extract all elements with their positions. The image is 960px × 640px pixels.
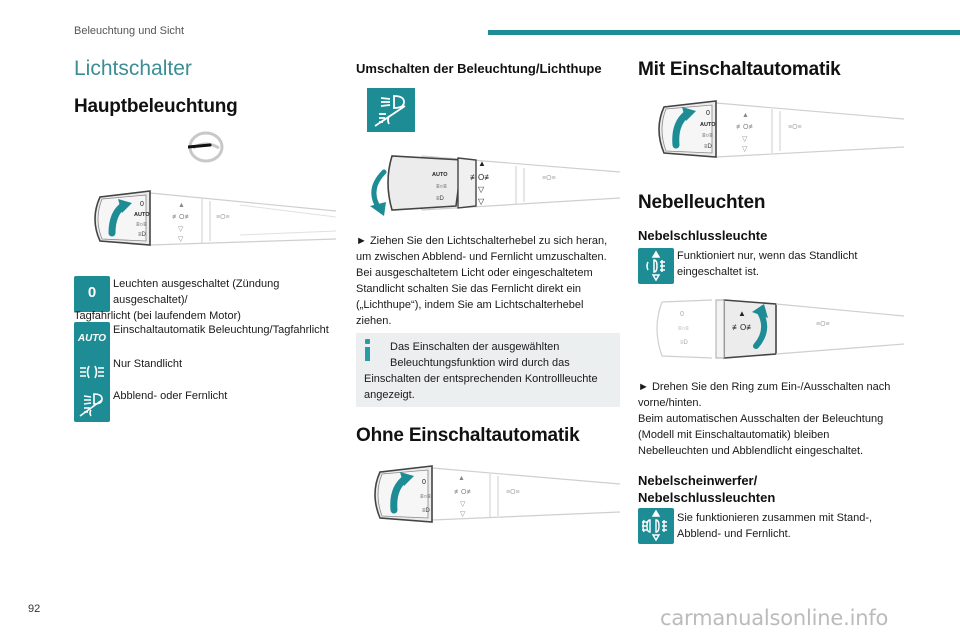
svg-text:▲: ▲ bbox=[738, 309, 746, 318]
heading-nebelscheinwerfer: Nebelscheinwerfer/ Nebelschlussleuchten bbox=[638, 473, 776, 505]
front-rear-fog-text: Sie funktionieren zusammen mit Stand-, Abblend- und Fernlicht. bbox=[677, 512, 873, 540]
icon-box-off bbox=[74, 276, 110, 312]
svg-text:≢O≢: ≢O≢ bbox=[736, 124, 756, 131]
paragraph-ring: ► Drehen Sie den Ring zum Ein-/Ausschalten nach vorne/hinten. Beim automatischen Ausschalten der Beleuchtung (Modell mit Einschaltautomatik) bleiben Nebelleuchten und Abblendlicht eingeschaltet. bbox=[638, 381, 891, 457]
light-switch-lever-illustration bbox=[90, 183, 336, 255]
icon-box-parking bbox=[74, 354, 110, 390]
page-number: 92 bbox=[28, 603, 41, 615]
svg-text:≢O≢: ≢O≢ bbox=[470, 173, 493, 182]
item-auto-text: Einschaltautomatik Beleuchtung/Tagfahrlicht bbox=[113, 324, 329, 336]
watermark: carmanualsonline.info bbox=[660, 606, 889, 630]
item-parking-text: Nur Standlicht bbox=[113, 358, 183, 370]
svg-text:≢O≢: ≢O≢ bbox=[454, 489, 474, 496]
svg-text:▽: ▽ bbox=[742, 136, 748, 143]
svg-text:▽: ▽ bbox=[460, 511, 466, 518]
heading-hauptbeleuchtung: Hauptbeleuchtung bbox=[74, 96, 238, 117]
svg-text:≡O≡: ≡O≡ bbox=[816, 321, 830, 328]
light-off-0-icon: 0 bbox=[87, 284, 97, 301]
svg-text:▲: ▲ bbox=[478, 159, 486, 168]
svg-text:AUTO: AUTO bbox=[134, 212, 150, 218]
running-header: Beleuchtung und Sicht bbox=[74, 25, 185, 37]
heading-ohne-einschaltautomatik: Ohne Einschaltautomatik bbox=[356, 425, 580, 446]
icon-box-headlight-switch bbox=[367, 88, 415, 132]
info-box: Das Einschalten der ausgewählten Beleuchtungsfunktion wird durch das Einschalten der entsprechenden Kontrollleuchte angezeigt. bbox=[356, 333, 620, 407]
svg-text:≡D: ≡D bbox=[422, 508, 430, 514]
svg-text:≢O≢: ≢O≢ bbox=[732, 323, 755, 332]
info-icon bbox=[362, 339, 374, 361]
headlight-switch-icon bbox=[367, 88, 415, 132]
svg-text:≡O≡: ≡O≡ bbox=[216, 214, 230, 221]
svg-text:≢O≢: ≢O≢ bbox=[172, 214, 192, 221]
svg-text:≡O≡: ≡O≡ bbox=[788, 124, 802, 131]
rear-fog-text: Funktioniert nur, wenn das Standlicht eingeschaltet ist. bbox=[677, 250, 858, 278]
heading-umschalten: Umschalten der Beleuchtung/Lichthupe bbox=[356, 61, 602, 76]
svg-text:≡○≡: ≡○≡ bbox=[420, 494, 431, 500]
headlight-icon bbox=[74, 386, 110, 422]
svg-text:AUTO: AUTO bbox=[700, 122, 716, 128]
svg-text:▽: ▽ bbox=[478, 197, 485, 206]
svg-text:≡O≡: ≡O≡ bbox=[542, 175, 556, 182]
rear-fog-light-icon bbox=[638, 248, 674, 284]
icon-box-headlight bbox=[74, 386, 110, 422]
heading-nebelleuchten: Nebelleuchten bbox=[638, 192, 766, 213]
svg-text:0: 0 bbox=[422, 479, 426, 486]
item-off-text: Leuchten ausgeschaltet (Zündung ausgeschaltet)/ bbox=[113, 278, 280, 306]
svg-text:≡D: ≡D bbox=[704, 144, 712, 150]
svg-text:▽: ▽ bbox=[478, 185, 485, 194]
lever-pull-illustration bbox=[366, 150, 620, 218]
icon-box-front-rear-fog bbox=[638, 508, 674, 544]
section-title: Lichtschalter bbox=[74, 57, 192, 80]
heading-mit-einschaltautomatik: Mit Einschaltautomatik bbox=[638, 59, 841, 80]
svg-text:≡○≡: ≡○≡ bbox=[702, 133, 713, 139]
auto-icon: AUTO bbox=[77, 333, 107, 344]
fog-ring-illustration bbox=[652, 294, 904, 364]
svg-text:▲: ▲ bbox=[178, 202, 185, 209]
svg-text:≡D: ≡D bbox=[436, 196, 444, 202]
icon-box-auto bbox=[74, 322, 110, 358]
svg-text:≡○≡: ≡○≡ bbox=[436, 184, 447, 190]
steering-wheel-icon bbox=[188, 131, 224, 163]
svg-text:▽: ▽ bbox=[742, 146, 748, 153]
heading-nebelschlussleuchte: Nebelschlussleuchte bbox=[638, 228, 768, 243]
icon-box-rear-fog bbox=[638, 248, 674, 284]
svg-text:▲: ▲ bbox=[742, 112, 749, 119]
header-accent-bar bbox=[488, 30, 960, 35]
item-headlight-text: Abblend- oder Fernlicht bbox=[113, 390, 228, 402]
parking-light-icon bbox=[74, 354, 110, 390]
svg-text:▽: ▽ bbox=[460, 501, 466, 508]
lever-auto-illustration bbox=[654, 95, 904, 165]
svg-text:▽: ▽ bbox=[178, 236, 184, 243]
lever-manual-illustration bbox=[370, 458, 620, 530]
svg-text:≡O≡: ≡O≡ bbox=[506, 489, 520, 496]
svg-text:≡○≡: ≡○≡ bbox=[136, 222, 147, 228]
svg-text:0: 0 bbox=[680, 311, 684, 318]
item-off-text-tail: Tagfahrlicht (bei laufendem Motor) bbox=[74, 310, 241, 322]
svg-text:≡D: ≡D bbox=[138, 232, 146, 238]
paragraph-umschalten: ► Ziehen Sie den Lichtschalterhebel zu sich heran, um zwischen Abblend- und Fernlicht umzuschalten. Bei ausgeschaltetem Licht oder eingeschaltetem Standlicht schalten Sie das Fernlicht direkt ein („Lichthupe“), indem Sie am Lichtschalterhebel ziehen. bbox=[356, 235, 608, 327]
svg-text:≡D: ≡D bbox=[680, 340, 688, 346]
svg-text:≡○≡: ≡○≡ bbox=[678, 326, 689, 332]
svg-text:0: 0 bbox=[706, 110, 710, 117]
svg-text:▽: ▽ bbox=[178, 226, 184, 233]
svg-text:0: 0 bbox=[140, 201, 144, 208]
front-rear-fog-light-icon bbox=[638, 508, 674, 544]
svg-text:▲: ▲ bbox=[458, 475, 465, 482]
svg-text:AUTO: AUTO bbox=[432, 172, 448, 178]
